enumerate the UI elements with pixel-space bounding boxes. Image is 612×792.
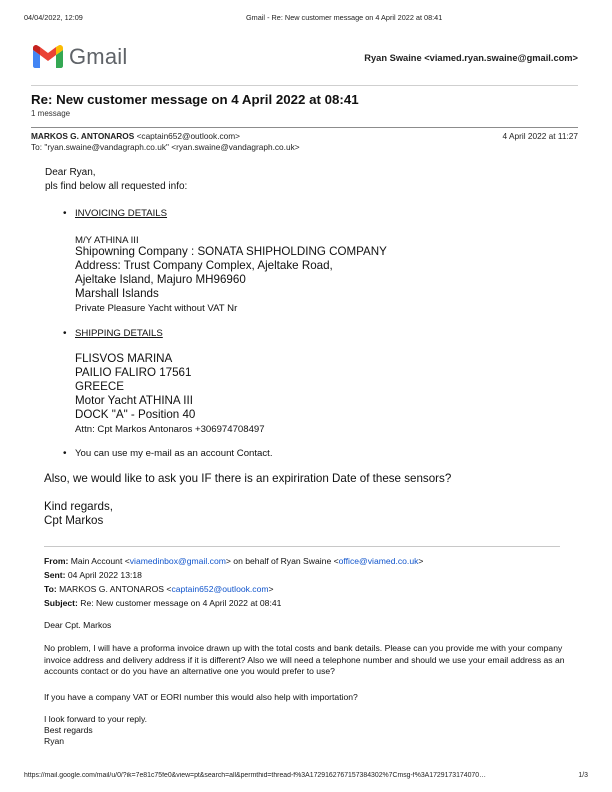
quoted-subject bbox=[44, 598, 281, 608]
quoted-from-end: > bbox=[418, 556, 424, 566]
message-count: 1 message bbox=[31, 109, 71, 118]
sender-email: <captain652@outlook.com> bbox=[136, 131, 241, 141]
gmail-wordmark: Gmail bbox=[69, 43, 128, 69]
body-question: Also, we would like to ask you IF there is an expiriration Date of these sensors? bbox=[44, 472, 452, 485]
account-identity: Ryan Swaine <viamed.ryan.swaine@gmail.com> bbox=[364, 53, 578, 63]
print-page-number: 1/3 bbox=[578, 772, 588, 779]
reply-closing: Best regards bbox=[44, 725, 93, 735]
shipping-details-heading: SHIPPING DETAILS bbox=[75, 328, 163, 339]
shipping-line: FLISVOS MARINA bbox=[75, 352, 173, 365]
quoted-behalf-text: > on behalf of Ryan Swaine < bbox=[225, 556, 339, 566]
print-datetime: 04/04/2022, 12:09 bbox=[24, 13, 83, 22]
body-intro: pls find below all requested info: bbox=[45, 181, 188, 192]
invoice-line: Address: Trust Company Complex, Ajeltake Road, bbox=[75, 259, 333, 272]
quoted-from-email-link[interactable]: viamedinbox@gmail.com bbox=[129, 556, 226, 566]
bullet-icon: • bbox=[63, 208, 67, 219]
quoted-to-label: To: bbox=[44, 584, 57, 594]
shipping-line: DOCK "A" - Position 40 bbox=[75, 408, 196, 421]
quoted-sent-value: 04 April 2022 13:18 bbox=[67, 570, 142, 580]
thread-subject: Re: New customer message on 4 April 2022 at 08:41 bbox=[31, 92, 359, 107]
reply-greeting: Dear Cpt. Markos bbox=[44, 620, 112, 630]
message-recipients: To: "ryan.swaine@vandagraph.co.uk" <ryan.swaine@vandagraph.co.uk> bbox=[31, 142, 300, 152]
bullet-icon: • bbox=[63, 328, 67, 339]
reply-paragraph: No problem, I will have a proforma invoice drawn up with the total costs and bank details. Please can you provide me with your company invoice address and delivery address if it is different? Also we will need a telephone number and should we use your email address as an accounts contact or do you have an alternative one you would prefer to use? bbox=[44, 643, 565, 676]
invoice-line: Marshall Islands bbox=[75, 287, 159, 300]
print-page-title: Gmail - Re: New customer message on 4 April 2022 at 08:41 bbox=[246, 13, 443, 22]
shipping-line: GREECE bbox=[75, 380, 124, 393]
body-closing: Kind regards, bbox=[44, 500, 113, 513]
quoted-to bbox=[44, 584, 274, 594]
sender-name: MARKOS G. ANTONAROS bbox=[31, 131, 135, 141]
quoted-subject-label: Subject: bbox=[44, 598, 78, 608]
shipping-line: Motor Yacht ATHINA III bbox=[75, 394, 193, 407]
gmail-m-icon bbox=[33, 45, 63, 68]
invoice-line: Shipowning Company : SONATA SHIPHOLDING COMPANY bbox=[75, 245, 387, 258]
message-date: 4 April 2022 at 11:27 bbox=[502, 131, 578, 141]
quoted-behalf-email-link[interactable]: office@viamed.co.uk bbox=[338, 556, 419, 566]
quoted-to-name: MARKOS G. ANTONAROS < bbox=[59, 584, 172, 594]
bullet-icon: • bbox=[63, 448, 67, 459]
body-signature: Cpt Markos bbox=[44, 514, 104, 527]
quoted-to-end: > bbox=[268, 584, 274, 594]
quoted-from-name: Main Account < bbox=[70, 556, 130, 566]
message-sender bbox=[31, 131, 240, 141]
header-divider bbox=[31, 85, 578, 86]
invoice-line: M/Y ATHINA III bbox=[75, 235, 139, 246]
quoted-to-email-link[interactable]: captain652@outlook.com bbox=[171, 584, 269, 594]
reply-vat-question: If you have a company VAT or EORI number this would also help with importation? bbox=[44, 692, 358, 702]
gmail-logo[interactable] bbox=[33, 45, 127, 68]
shipping-line: PAILIO FALIRO 17561 bbox=[75, 366, 192, 379]
shipping-line: Attn: Cpt Markos Antonaros +306974708497 bbox=[75, 424, 265, 435]
reply-signature: Ryan bbox=[44, 736, 65, 746]
quote-divider bbox=[44, 546, 560, 547]
body-greeting: Dear Ryan, bbox=[45, 167, 96, 178]
quoted-sent bbox=[44, 570, 142, 580]
invoicing-details-heading: INVOICING DETAILS bbox=[75, 208, 168, 219]
quoted-subject-value: Re: New customer message on 4 April 2022 at 08:41 bbox=[80, 598, 282, 608]
quoted-from bbox=[44, 556, 423, 566]
quoted-sent-label: Sent: bbox=[44, 570, 66, 580]
print-footer-url: https://mail.google.com/mail/u/0/?ik=7e81c75fe0&view=pt&search=all&permthid=thread-f%3A1729162767157384302%7Cmsg-f%3A1729173174070… bbox=[24, 772, 486, 779]
message-divider bbox=[31, 127, 578, 128]
account-contact-note: You can use my e-mail as an account Contact. bbox=[75, 448, 273, 459]
invoice-line: Private Pleasure Yacht without VAT Nr bbox=[75, 303, 238, 314]
invoice-line: Ajeltake Island, Majuro MH96960 bbox=[75, 273, 246, 286]
quoted-from-label: From: bbox=[44, 556, 69, 566]
reply-look-forward: I look forward to your reply. bbox=[44, 714, 148, 724]
